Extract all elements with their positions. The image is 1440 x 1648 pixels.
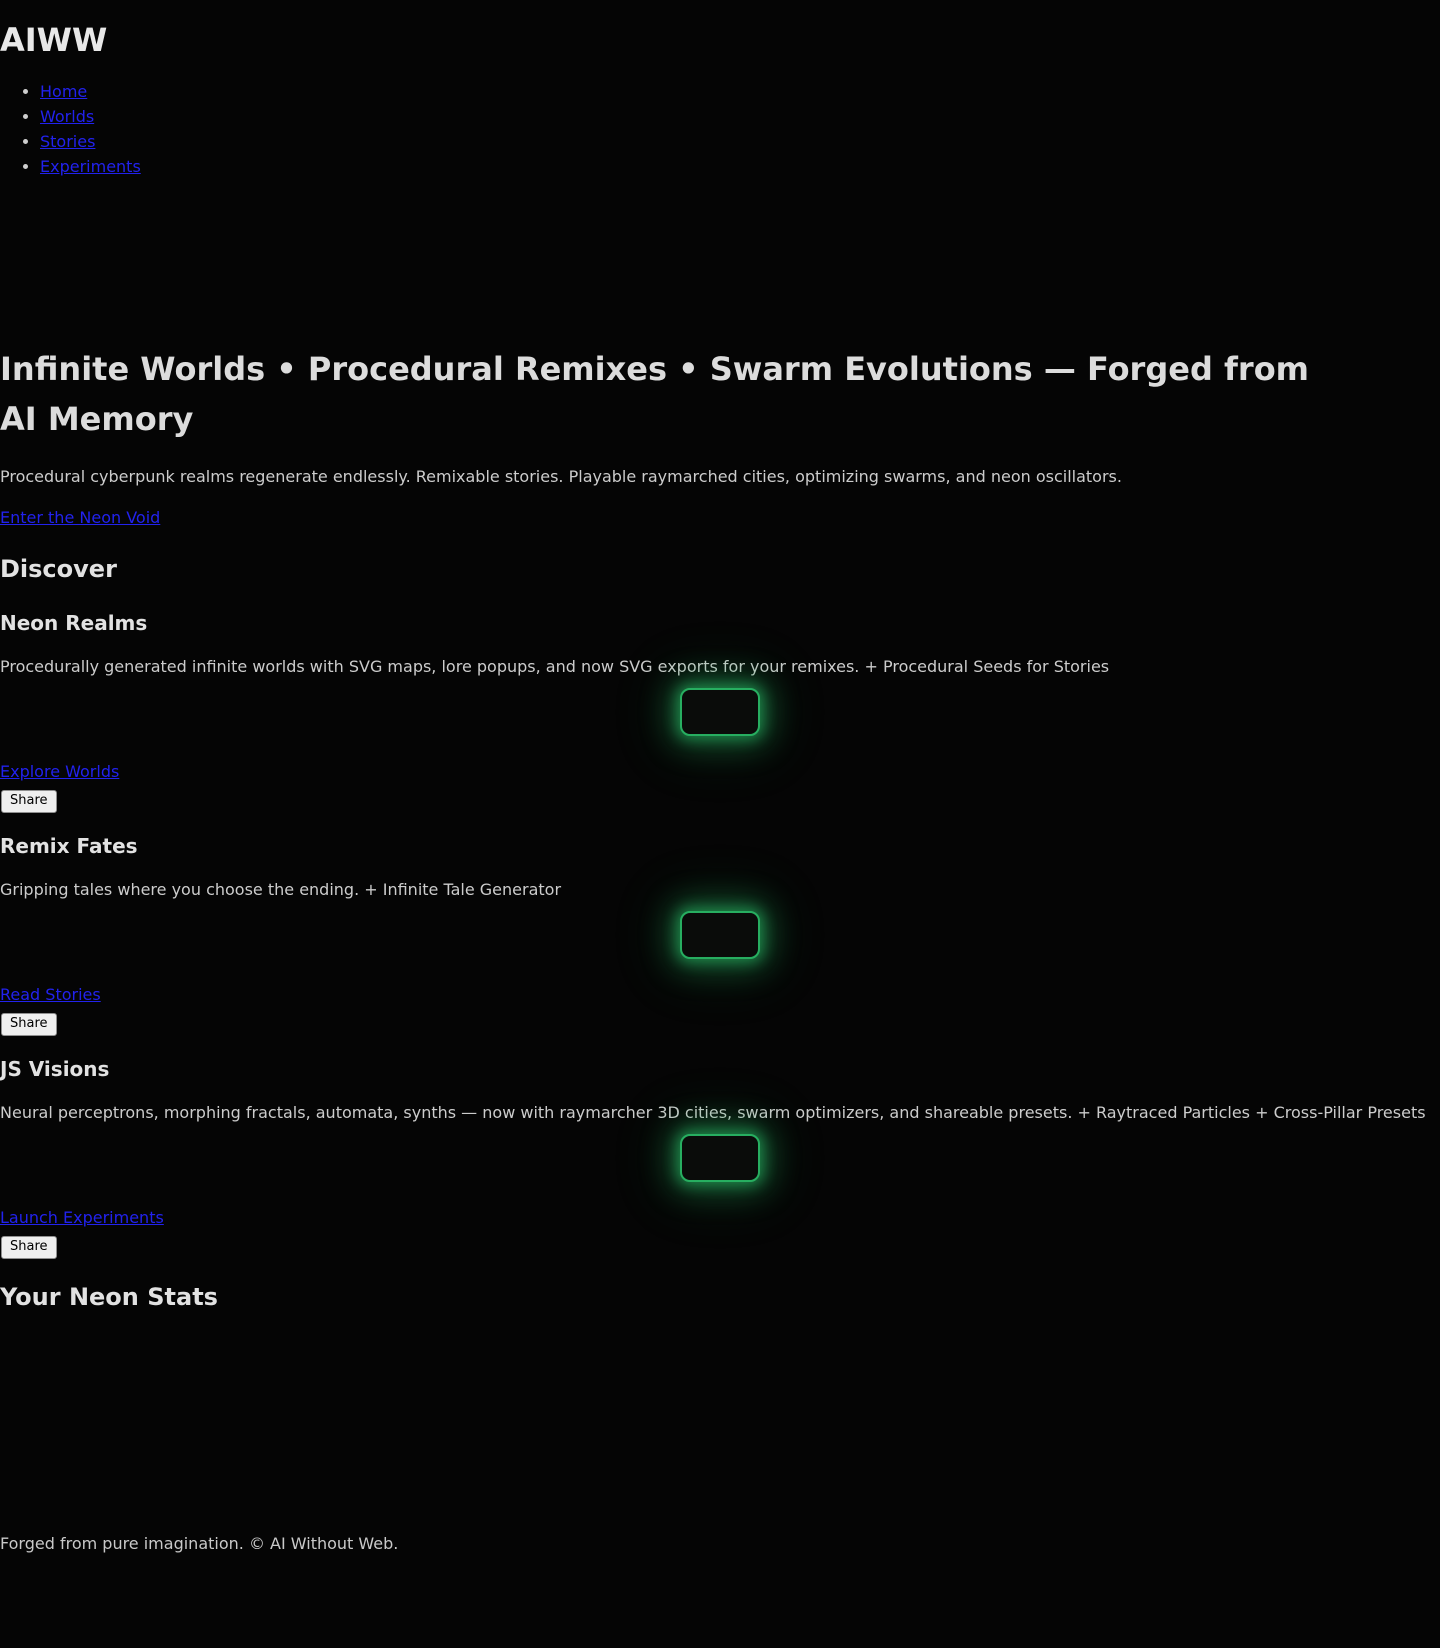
launch-experiments-link[interactable]: Launch Experiments <box>0 1207 164 1227</box>
pillar-title: Neon Realms <box>0 611 148 636</box>
stats-heading: Your Neon Stats <box>0 1283 218 1312</box>
pillar-canvas-wrap <box>0 688 1440 744</box>
main-nav <box>0 80 1440 179</box>
pillar-link-line <box>0 983 1440 1008</box>
nav-item-home <box>40 80 1440 105</box>
discover-heading: Discover <box>0 554 117 583</box>
pillar-remix-fates <box>0 831 1440 1036</box>
pillar-description: Neural perceptrons, morphing fractals, automata, synths — now with raymarcher 3D cities, swarm optimizers, and shareable presets. + Raytraced Particles + Cross-Pillar Presets <box>0 1103 1426 1123</box>
pillar-description: Procedurally generated infinite worlds with SVG maps, lore popups, and now SVG exports for your remixes. + Procedural Seeds for Stories <box>0 657 1110 677</box>
site-footer <box>0 1532 1440 1557</box>
read-stories-link[interactable]: Read Stories <box>0 984 101 1004</box>
nav-list <box>0 80 1440 179</box>
stats-section <box>0 1279 1440 1516</box>
nav-item-stories <box>40 130 1440 155</box>
nav-link-home[interactable]: Home <box>40 82 88 102</box>
share-button[interactable]: Share <box>1 790 57 813</box>
hero-section <box>0 344 1440 531</box>
nav-item-experiments <box>40 155 1440 180</box>
pillar-canvas-wrap <box>0 911 1440 967</box>
pillar-canvas-wrap <box>0 1134 1440 1190</box>
pillar-js-visions <box>0 1054 1440 1259</box>
enter-neon-void-link[interactable]: Enter the Neon Void <box>0 508 161 528</box>
pillar-description: Gripping tales where you choose the ending. + Infinite Tale Generator <box>0 880 562 900</box>
nav-link-worlds[interactable]: Worlds <box>40 106 95 126</box>
stats-empty-area <box>0 1316 1440 1516</box>
neon-preview-canvas <box>680 911 760 959</box>
explore-worlds-link[interactable]: Explore Worlds <box>0 761 120 781</box>
neon-preview-canvas <box>680 1134 760 1182</box>
hero-subtitle: Procedural cyberpunk realms regenerate endlessly. Remixable stories. Playable raymarched cities, optimizing swarms, and neon oscillators. <box>0 467 1122 487</box>
footer-text: Forged from pure imagination. © AI Without Web. <box>0 1534 399 1554</box>
nav-link-stories[interactable]: Stories <box>40 131 96 151</box>
pillar-title: Remix Fates <box>0 834 138 859</box>
hero-title: Infinite Worlds • Procedural Remixes • Swarm Evolutions — Forged from AI Memory <box>0 350 1310 439</box>
pillar-title: JS Visions <box>0 1057 110 1082</box>
pillar-link-line <box>0 760 1440 785</box>
site-header <box>0 22 1440 179</box>
site-logo: AIWW <box>0 21 108 59</box>
nav-link-experiments[interactable]: Experiments <box>40 156 141 176</box>
discover-section <box>0 551 1440 1259</box>
hero-cta-line <box>0 506 1440 531</box>
pillar-neon-realms <box>0 608 1440 813</box>
nav-item-worlds <box>40 105 1440 130</box>
pillar-link-line <box>0 1206 1440 1231</box>
share-button[interactable]: Share <box>1 1013 57 1036</box>
share-button[interactable]: Share <box>1 1236 57 1259</box>
neon-preview-canvas <box>680 688 760 736</box>
